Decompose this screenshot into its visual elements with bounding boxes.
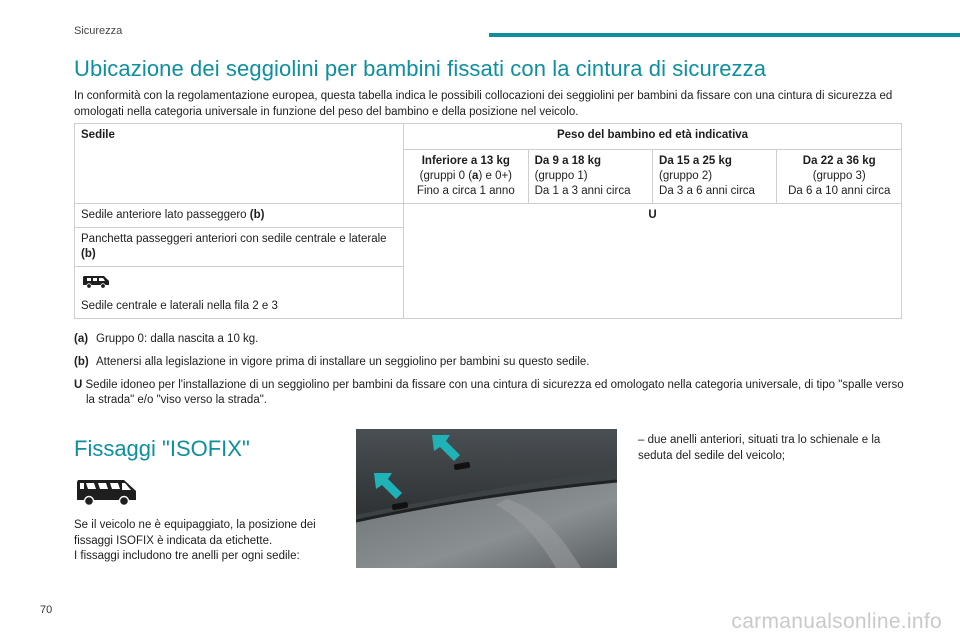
header-accent-bar (489, 33, 960, 37)
note-u: U Sedile idoneo per l'installazione di un seggiolino per bambini da fissare con una cintura di sicurezza ed omologato nella categoria universale, di tipo "spalle verso la strada" e/o "viso verso la strada". (74, 379, 904, 406)
table-row-seat: Sedile centrale e laterali nella fila 2 e 3 (75, 267, 404, 319)
table-row-seat: Sedile anteriore lato passeggero (b) (75, 204, 404, 228)
child-seat-table (74, 123, 902, 319)
van-icon (81, 273, 111, 289)
weight-column-0: Inferiore a 13 kg (gruppi 0 (a) e 0+) Fino a circa 1 anno (404, 150, 529, 204)
page-title: Ubicazione dei seggiolini per bambini fissati con la cintura di sicurezza (74, 56, 767, 81)
isofix-title: Fissaggi "ISOFIX" (74, 436, 250, 461)
intro-paragraph: In conformità con la regolamentazione europea, questa tabella indica le possibili collocazioni dei seggiolini per bambini da fissare con una cintura di sicurezza ed omologati nella categoria universale in funzione del peso del bambino e della posizione nel veicolo. (74, 90, 893, 118)
table-notes (74, 332, 904, 408)
watermark: carmanualsonline.info (731, 610, 942, 633)
van-icon (74, 474, 140, 508)
weight-column-1: Da 9 a 18 kg (gruppo 1) Da 1 a 3 anni circa (528, 150, 652, 204)
isofix-description: Se il veicolo ne è equipaggiato, la posizione dei fissaggi ISOFIX è indicata da etichette. I fissaggi includono tre anelli per ogni sedile: (74, 519, 316, 562)
weight-column-3: Da 22 a 36 kg (gruppo 3) Da 6 a 10 anni circa (777, 150, 902, 204)
note-a: (a) Gruppo 0: dalla nascita a 10 kg. (74, 333, 259, 345)
isofix-bullet: – due anelli anteriori, situati tra lo schienale e la seduta del sedile del veicolo; (638, 434, 881, 462)
section-header: Sicurezza (74, 25, 123, 37)
page-number: 70 (40, 604, 53, 616)
note-b: (b) Attenersi alla legislazione in vigore prima di installare un seggiolino per bambini su questo sedile. (74, 356, 590, 368)
seat-column-header: Sedile (75, 124, 404, 204)
isofix-seat-photo (356, 429, 617, 568)
weight-column-2: Da 15 a 25 kg (gruppo 2) Da 3 a 6 anni circa (653, 150, 777, 204)
table-row-seat: Panchetta passeggeri anteriori con sedile centrale e laterale (b) (75, 228, 404, 267)
weight-column-header: Peso del bambino ed età indicativa (404, 124, 902, 150)
table-value-u: U (404, 204, 902, 319)
